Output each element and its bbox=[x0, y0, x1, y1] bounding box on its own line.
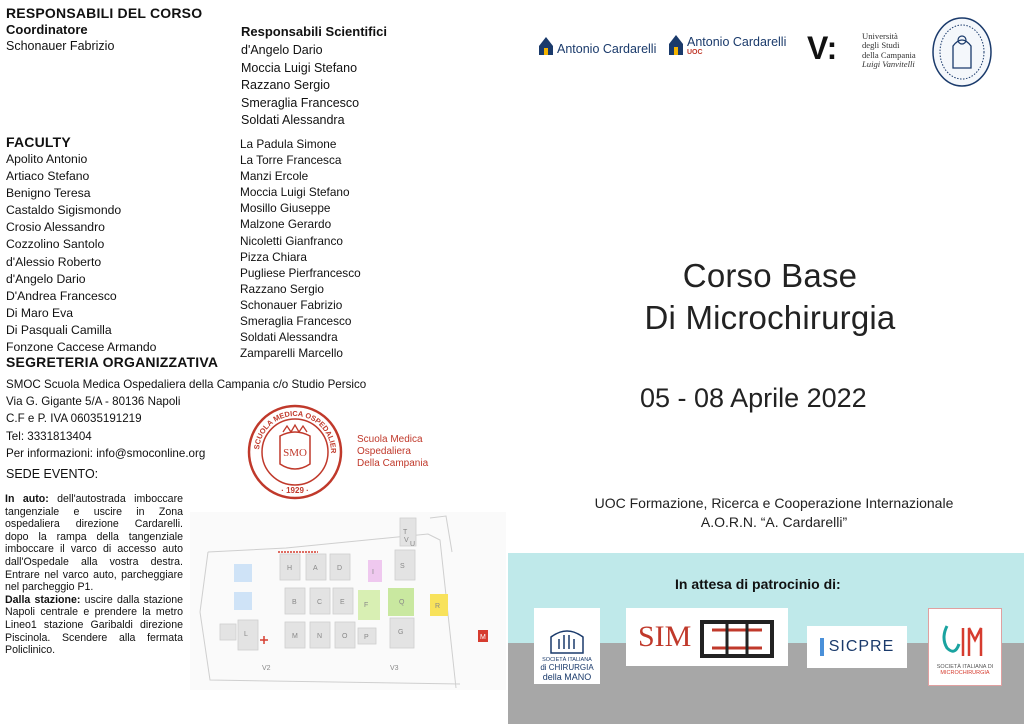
map-label: L bbox=[244, 631, 248, 638]
map-label: U bbox=[410, 541, 416, 548]
cardarelli-logo-text: Antonio Cardarelli bbox=[557, 42, 657, 56]
auto-directions: dell'autostrada imboccare tangenziale e uscire in Zona ospedaliera direzione Cardarelli. dopo la rampa della tangenziale imboccare il varco di accesso auto dall'Ospedale alla vostra destra. Entrare nel varco auto, parcheggiare nel parcheggio P1. bbox=[5, 493, 183, 594]
map-label: S bbox=[400, 563, 405, 570]
uoc-info bbox=[540, 494, 1008, 532]
segreteria-line: Via G. Gigante 5/A - 80136 Napoli bbox=[6, 395, 181, 409]
auto-label: In auto: bbox=[5, 493, 49, 505]
responsabili-heading: RESPONSABILI DEL CORSO bbox=[6, 5, 203, 21]
list-item: Soldati Alessandra bbox=[241, 113, 345, 128]
list-item: Di Maro Eva bbox=[6, 305, 74, 320]
email-link[interactable]: Per informazioni: info@smoconline.org bbox=[6, 446, 206, 460]
smoc-logo-line: Ospedaliera bbox=[357, 446, 411, 457]
hospital-icon bbox=[538, 36, 554, 56]
title-line-2: Di Microchirurgia bbox=[644, 299, 896, 336]
course-title bbox=[560, 255, 980, 339]
cardarelli2-logo-text: Antonio Cardarelli bbox=[687, 35, 787, 49]
smoc-logo-line: Della Campania bbox=[357, 458, 429, 469]
scientifici-list bbox=[241, 42, 359, 130]
segreteria-line: Tel: 3331813404 bbox=[6, 429, 92, 443]
list-item: Schonauer Fabrizio bbox=[240, 297, 343, 312]
cardarelli2-logo-sub: UOC bbox=[687, 49, 703, 56]
mano-line: di CHIRURGIA bbox=[540, 663, 594, 672]
coordinatore-name: Schonauer Fabrizio bbox=[6, 39, 115, 53]
list-item: Razzano Sergio bbox=[241, 78, 330, 93]
smoc-logo-line: Scuola Medica bbox=[357, 434, 423, 445]
list-item: Pizza Chiara bbox=[240, 249, 307, 264]
vanvitelli-logo-text bbox=[862, 32, 916, 70]
list-item: D'Andrea Francesco bbox=[6, 288, 117, 303]
map-label: P bbox=[364, 634, 369, 641]
list-item: Crosio Alessandro bbox=[6, 220, 105, 235]
list-item: Nicoletti Gianfranco bbox=[240, 233, 343, 248]
map-label: T bbox=[403, 529, 408, 536]
smoc-logo-text bbox=[357, 434, 428, 470]
smoc-seal-logo bbox=[247, 402, 343, 502]
sede-heading: SEDE EVENTO: bbox=[6, 467, 99, 481]
map-label: F bbox=[364, 602, 369, 609]
list-item: Fonzone Caccese Armando bbox=[6, 340, 157, 355]
faculty-list-2 bbox=[240, 136, 361, 361]
patrocinio-heading: In attesa di patrocinio di: bbox=[675, 576, 841, 592]
title-line-1: Corso Base bbox=[682, 257, 858, 294]
sponsor-sicpre bbox=[807, 626, 907, 668]
faculty-heading: FACULTY bbox=[6, 134, 71, 150]
list-item: Di Pasquali Camilla bbox=[6, 322, 112, 337]
federico-seal-logo bbox=[931, 16, 993, 93]
map-label: N bbox=[317, 633, 323, 640]
map-label: O bbox=[342, 633, 348, 640]
faculty-list bbox=[6, 151, 156, 356]
map-label: V bbox=[404, 537, 409, 544]
map-label: M bbox=[292, 633, 298, 640]
cardarelli-logo-2 bbox=[668, 34, 786, 56]
list-item: La Torre Francesca bbox=[240, 153, 342, 168]
list-item: Zamparelli Marcello bbox=[240, 346, 343, 361]
hospital-icon bbox=[668, 34, 684, 56]
course-dates: 05 - 08 Aprile 2022 bbox=[640, 383, 867, 413]
univ-line: della Campania bbox=[862, 49, 916, 60]
map-label: R bbox=[435, 603, 441, 610]
segreteria-line: SMOC Scuola Medica Ospedaliera della Campania c/o Studio Persico bbox=[6, 378, 367, 391]
sponsor-sim bbox=[626, 608, 788, 666]
list-item: Moccia Luigi Stefano bbox=[240, 185, 350, 200]
univ-line: Università bbox=[862, 31, 898, 41]
list-item: Moccia Luigi Stefano bbox=[241, 60, 358, 75]
list-item: d'Angelo Dario bbox=[241, 43, 323, 57]
sponsor-sim2 bbox=[928, 608, 1002, 686]
map-label: D bbox=[337, 565, 343, 572]
segreteria-line: C.F e P. IVA 06035191219 bbox=[6, 412, 142, 426]
list-item: Apolito Antonio bbox=[6, 152, 88, 166]
map-label: I bbox=[372, 569, 374, 576]
hand-crest-icon bbox=[545, 623, 589, 655]
list-item: Soldati Alessandra bbox=[240, 330, 338, 345]
list-item: Smeraglia Francesco bbox=[240, 314, 352, 329]
list-item: Razzano Sergio bbox=[240, 281, 324, 296]
scientifici-heading: Responsabili Scientifici bbox=[241, 24, 387, 39]
map-label: A bbox=[313, 565, 318, 572]
mano-line: SOCIETÀ ITALIANA bbox=[542, 657, 592, 663]
list-item: Artiaco Stefano bbox=[6, 169, 90, 184]
uoc-line-1: UOC Formazione, Ricerca e Cooperazione Internazionale bbox=[594, 495, 954, 511]
sim-text: SIM bbox=[638, 620, 692, 653]
stazione-label: Dalla stazione: bbox=[5, 593, 81, 606]
map-label: V3 bbox=[390, 665, 399, 672]
list-item: La Padula Simone bbox=[240, 137, 337, 151]
list-item: Pugliese Pierfrancesco bbox=[240, 265, 361, 280]
list-item: d'Alessio Roberto bbox=[6, 254, 102, 269]
seal-year: · 1929 · bbox=[281, 486, 309, 495]
seal-letters: SMO bbox=[283, 447, 307, 459]
list-item: Smeraglia Francesco bbox=[241, 95, 360, 110]
seal-ring-text: SCUOLA MEDICA OSPEDALIER bbox=[252, 408, 339, 454]
list-item: Malzone Gerardo bbox=[240, 217, 332, 232]
segreteria-heading: SEGRETERIA ORGANIZZATIVA bbox=[6, 354, 219, 370]
sim2-logo-icon bbox=[939, 618, 991, 664]
map-label: G bbox=[398, 629, 404, 636]
map-label: H bbox=[287, 565, 293, 572]
sim-logo-icon bbox=[632, 612, 782, 662]
sim2-line: MICROCHIRURGIA bbox=[940, 670, 990, 676]
mano-line: della MANO bbox=[542, 672, 592, 682]
list-item: Castaldo Sigismondo bbox=[6, 203, 122, 218]
hospital-map bbox=[190, 512, 506, 690]
list-item: Mosillo Giuseppe bbox=[240, 201, 331, 216]
list-item: Benigno Teresa bbox=[6, 186, 91, 201]
list-item: d'Angelo Dario bbox=[6, 271, 86, 286]
map-label: M bbox=[480, 634, 486, 641]
univ-line: Luigi Vanvitelli bbox=[862, 59, 915, 70]
uoc-line-2: A.O.R.N. “A. Cardarelli” bbox=[700, 514, 848, 530]
directions-text bbox=[5, 493, 183, 657]
map-label: B bbox=[292, 599, 297, 606]
coordinatore-label: Coordinatore bbox=[6, 22, 88, 37]
list-item: Cozzolino Santolo bbox=[6, 237, 105, 252]
sicpre-logo-text: SICPRE bbox=[820, 638, 895, 656]
sponsor-mano bbox=[534, 608, 600, 684]
map-label: C bbox=[317, 599, 323, 606]
cardarelli-logo-1 bbox=[538, 36, 656, 56]
map-label: Q bbox=[399, 599, 405, 606]
map-label: V2 bbox=[262, 665, 271, 672]
univ-line: degli Studi bbox=[862, 40, 900, 51]
sim2-line: SOCIETÀ ITALIANA DI bbox=[936, 664, 994, 670]
vanvitelli-logo-mark: V: bbox=[807, 30, 838, 66]
map-label: E bbox=[340, 599, 345, 606]
stazione-directions: uscire dalla stazione Napoli centrale e prendere la metro Lineo1 stazione Garibaldi direzione Piscinola. Scendere alla fermata Policlinico. bbox=[5, 593, 183, 657]
list-item: Manzi Ercole bbox=[240, 169, 309, 184]
